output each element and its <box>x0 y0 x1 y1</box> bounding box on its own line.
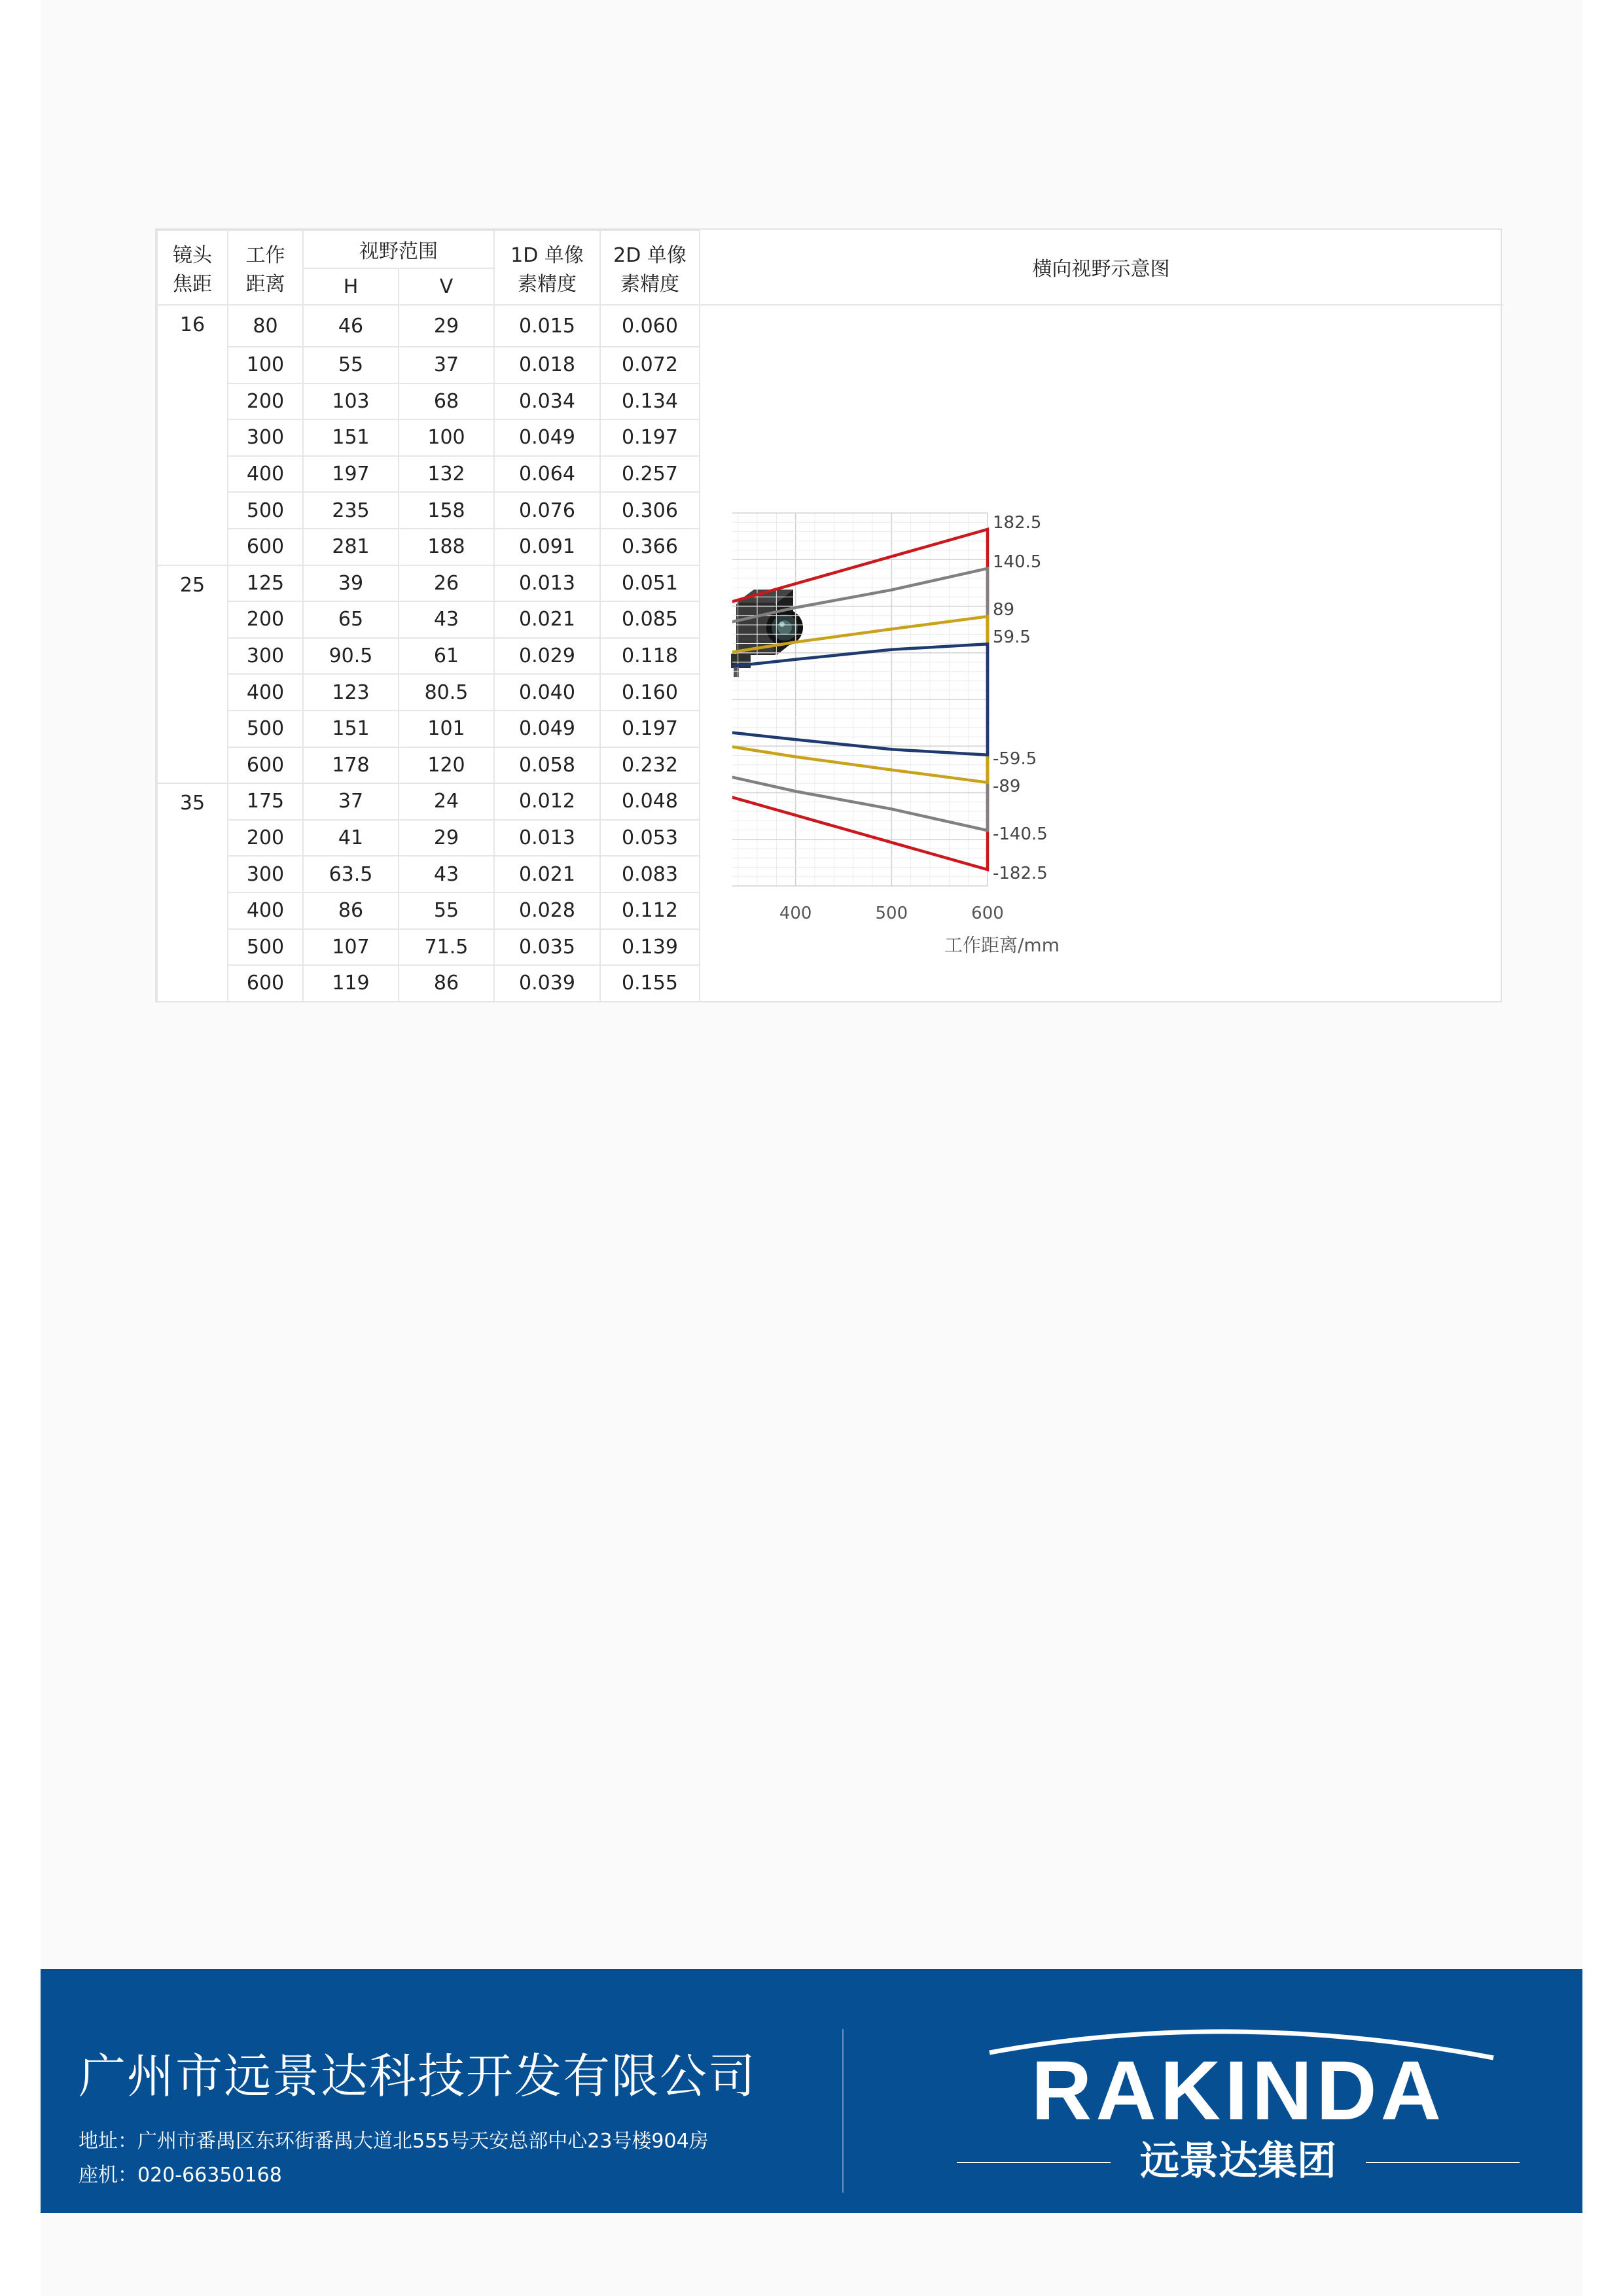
table-cell: 0.058 <box>494 747 600 784</box>
table-row <box>157 638 700 675</box>
table-row <box>157 419 700 456</box>
series-end-label: 182.5 <box>993 512 1042 533</box>
series-end-label: -182.5 <box>993 864 1048 884</box>
table-row <box>157 965 700 1002</box>
table-cell: 0.012 <box>494 783 600 820</box>
table-cell: 0.139 <box>600 929 700 966</box>
x-tick-label: 400 <box>779 904 812 923</box>
table-cell: 0.306 <box>600 492 700 529</box>
footer-divider <box>842 2029 844 2193</box>
table-cell: 71.5 <box>399 929 494 966</box>
table-cell: 178 <box>303 747 399 784</box>
table-row <box>157 820 700 857</box>
table-cell: 0.048 <box>600 783 700 820</box>
spec-body <box>157 305 700 1002</box>
table-cell: 0.013 <box>494 820 600 857</box>
table-row <box>157 347 700 383</box>
x-axis-title: 工作距离/mm <box>944 934 1060 956</box>
table-cell: 0.018 <box>494 347 600 383</box>
table-cell: 65 <box>303 601 399 638</box>
table-cell: 132 <box>399 456 494 493</box>
chart-header: 横向视野示意图 <box>699 230 1503 306</box>
table-cell: 300 <box>228 638 303 675</box>
table-cell: 188 <box>399 529 494 565</box>
table-row <box>157 856 700 892</box>
table-cell: 0.034 <box>494 383 600 420</box>
series-end-label: -89 <box>993 776 1021 796</box>
table-cell: 55 <box>303 347 399 383</box>
table-cell: 90.5 <box>303 638 399 675</box>
table-cell: 200 <box>228 383 303 420</box>
table-cell: 0.197 <box>600 419 700 456</box>
table-row <box>157 601 700 638</box>
table-cell: 0.049 <box>494 419 600 456</box>
company-phone: 座机：020-66350168 <box>79 2164 282 2187</box>
table-cell: 0.085 <box>600 601 700 638</box>
table-cell: 600 <box>228 747 303 784</box>
focal-length-cell: 35 <box>157 783 228 1002</box>
table-cell: 61 <box>399 638 494 675</box>
table-cell: 119 <box>303 965 399 1002</box>
series-end-label: 59.5 <box>993 627 1031 648</box>
series-end-label: -140.5 <box>993 824 1048 845</box>
rakinda-logo <box>950 2015 1526 2185</box>
table-cell: 120 <box>399 747 494 784</box>
table-row <box>157 674 700 711</box>
table-cell: 29 <box>399 820 494 857</box>
table-cell: 107 <box>303 929 399 966</box>
table-cell: 63.5 <box>303 856 399 892</box>
table-cell: 0.076 <box>494 492 600 529</box>
spec-table <box>156 230 700 1002</box>
focal-length-cell: 25 <box>157 565 228 784</box>
header-fov: 视野范围 <box>303 230 494 268</box>
table-cell: 0.021 <box>494 856 600 892</box>
header-1d-precision: 1D 单像 素精度 <box>494 230 600 305</box>
footer <box>41 1969 1582 2213</box>
table-cell: 101 <box>399 711 494 747</box>
company-name: 广州市远景达科技开发有限公司 <box>79 2049 757 2104</box>
table-row <box>157 492 700 529</box>
focal-length-cell: 16 <box>157 305 228 565</box>
table-cell: 300 <box>228 419 303 456</box>
table-cell: 0.028 <box>494 892 600 929</box>
table-cell: 158 <box>399 492 494 529</box>
table-cell: 300 <box>228 856 303 892</box>
header-lens: 镜头 焦距 <box>157 230 228 305</box>
table-cell: 39 <box>303 565 399 602</box>
table-cell: 0.053 <box>600 820 700 857</box>
table-cell: 600 <box>228 965 303 1002</box>
fov-chart <box>732 341 1498 995</box>
table-cell: 0.134 <box>600 383 700 420</box>
table-cell: 0.040 <box>494 674 600 711</box>
series-end-label: 140.5 <box>993 552 1042 572</box>
table-cell: 0.013 <box>494 565 600 602</box>
table-cell: 86 <box>399 965 494 1002</box>
table-row <box>157 783 700 820</box>
table-cell: 151 <box>303 711 399 747</box>
header-v: V <box>399 268 494 305</box>
table-cell: 0.029 <box>494 638 600 675</box>
table-row <box>157 383 700 420</box>
table-cell: 100 <box>228 347 303 383</box>
table-cell: 200 <box>228 601 303 638</box>
x-tick-label: 600 <box>971 904 1004 923</box>
table-cell: 43 <box>399 856 494 892</box>
table-cell: 0.035 <box>494 929 600 966</box>
logo-subtitle: 远景达集团 <box>1140 2138 1336 2184</box>
table-cell: 125 <box>228 565 303 602</box>
table-row <box>157 747 700 784</box>
table-row <box>157 565 700 602</box>
table-cell: 0.072 <box>600 347 700 383</box>
table-cell: 0.091 <box>494 529 600 565</box>
table-cell: 86 <box>303 892 399 929</box>
table-row <box>157 456 700 493</box>
table-row <box>157 529 700 565</box>
table-row <box>157 305 700 347</box>
table-cell: 37 <box>399 347 494 383</box>
table-row <box>157 711 700 747</box>
table-cell: 0.197 <box>600 711 700 747</box>
table-cell: 46 <box>303 305 399 347</box>
table-cell: 0.064 <box>494 456 600 493</box>
table-cell: 80.5 <box>399 674 494 711</box>
table-cell: 0.049 <box>494 711 600 747</box>
table-cell: 123 <box>303 674 399 711</box>
table-cell: 0.366 <box>600 529 700 565</box>
table-cell: 0.039 <box>494 965 600 1002</box>
table-cell: 200 <box>228 820 303 857</box>
table-cell: 103 <box>303 383 399 420</box>
table-cell: 0.257 <box>600 456 700 493</box>
table-cell: 0.021 <box>494 601 600 638</box>
table-cell: 0.155 <box>600 965 700 1002</box>
header-h: H <box>303 268 399 305</box>
table-cell: 175 <box>228 783 303 820</box>
table-cell: 80 <box>228 305 303 347</box>
table-cell: 26 <box>399 565 494 602</box>
table-cell: 400 <box>228 456 303 493</box>
table-cell: 400 <box>228 674 303 711</box>
spec-panel <box>155 228 1502 1002</box>
table-cell: 151 <box>303 419 399 456</box>
header-working-distance: 工作 距离 <box>228 230 303 305</box>
logo-wordmark: RAKINDA <box>1031 2044 1446 2138</box>
table-cell: 235 <box>303 492 399 529</box>
series-end-label: 89 <box>993 600 1015 620</box>
table-cell: 24 <box>399 783 494 820</box>
table-row <box>157 892 700 929</box>
table-cell: 0.112 <box>600 892 700 929</box>
x-tick-label: 500 <box>875 904 908 923</box>
table-cell: 0.232 <box>600 747 700 784</box>
table-cell: 0.051 <box>600 565 700 602</box>
company-address: 地址：广州市番禺区东环街番禺大道北555号天安总部中心23号楼904房 <box>79 2130 709 2153</box>
table-cell: 41 <box>303 820 399 857</box>
table-cell: 55 <box>399 892 494 929</box>
table-cell: 0.118 <box>600 638 700 675</box>
table-cell: 281 <box>303 529 399 565</box>
table-row <box>157 929 700 966</box>
table-cell: 100 <box>399 419 494 456</box>
table-cell: 0.160 <box>600 674 700 711</box>
table-cell: 500 <box>228 929 303 966</box>
table-cell: 197 <box>303 456 399 493</box>
table-cell: 500 <box>228 492 303 529</box>
header-2d-precision: 2D 单像 素精度 <box>600 230 700 305</box>
table-cell: 68 <box>399 383 494 420</box>
table-cell: 0.083 <box>600 856 700 892</box>
table-cell: 0.015 <box>494 305 600 347</box>
table-cell: 43 <box>399 601 494 638</box>
table-cell: 37 <box>303 783 399 820</box>
table-cell: 29 <box>399 305 494 347</box>
series-end-label: -59.5 <box>993 749 1037 769</box>
table-cell: 500 <box>228 711 303 747</box>
table-cell: 600 <box>228 529 303 565</box>
table-cell: 0.060 <box>600 305 700 347</box>
table-cell: 400 <box>228 892 303 929</box>
